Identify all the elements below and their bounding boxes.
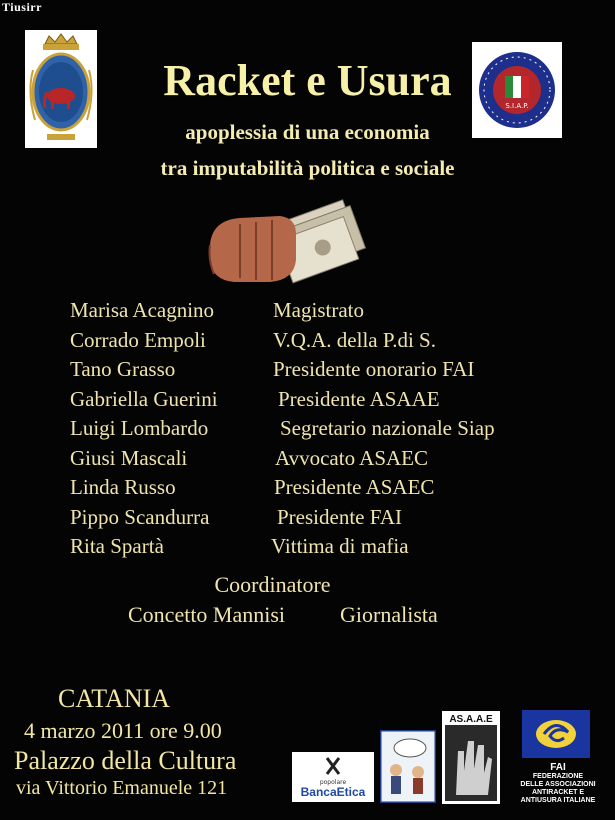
venue-date: 4 marzo 2011 ore 9.00 — [24, 718, 222, 743]
coordinator-name: Concetto Mannisi — [128, 602, 286, 627]
speaker-role: Vittima di mafia — [271, 534, 409, 558]
fai-logo — [522, 710, 590, 758]
speaker-row — [70, 387, 570, 417]
speaker-name: Marisa Acagnino — [70, 298, 215, 322]
speaker-row — [70, 446, 570, 476]
banca-etica-logo — [292, 752, 374, 802]
fai-title: FAI — [550, 762, 566, 773]
speaker-row — [70, 357, 570, 387]
siap-logo-text: S.I.A.P. — [505, 102, 529, 110]
fai-caption — [508, 762, 608, 805]
venue-city: CATANIA — [58, 684, 171, 713]
speaker-row — [70, 505, 570, 535]
speaker-name: Pippo Scandurra — [70, 504, 210, 529]
speaker-role: Segretario nazionale Siap — [280, 416, 495, 440]
speaker-row — [70, 416, 570, 446]
speaker-role: Presidente ASAAE — [278, 386, 440, 411]
speaker-role: Avvocato ASAEC — [275, 445, 429, 470]
speaker-name: Luigi Lombardo — [70, 416, 209, 440]
poster-subtitle-2: tra imputabilità politica e sociale — [160, 156, 455, 180]
speaker-name: Rita Spartà — [70, 534, 164, 558]
poster-subtitle-1: apoplessia di una economia — [185, 120, 430, 144]
fai-line: ANTIRACKET E — [531, 789, 585, 796]
asaae-logo-text: AS.A.A.E — [449, 714, 493, 725]
banca-name-text: BancaEtica — [300, 785, 366, 799]
speaker-role: Magistrato — [273, 298, 364, 322]
speaker-role: Presidente ASAEC — [274, 475, 435, 499]
speaker-role: V.Q.A. della P.di S. — [273, 327, 436, 352]
fai-line: ANTIUSURA ITALIANE — [520, 797, 596, 804]
speaker-role: Presidente onorario FAI — [273, 357, 475, 381]
venue-place: Palazzo della Cultura — [14, 746, 237, 775]
coordinator-label: Coordinatore — [214, 572, 331, 597]
coordinator-role: Giornalista — [340, 602, 438, 627]
banca-small-text: popolare — [319, 779, 347, 786]
poster-title: Racket e Usura — [163, 56, 452, 105]
watermark-text: Tiusirr — [2, 0, 42, 14]
fai-line: FEDERAZIONE — [532, 773, 584, 780]
fist-with-money-image — [200, 190, 370, 295]
speaker-role: Presidente FAI — [277, 504, 403, 529]
speaker-name: Linda Russo — [70, 475, 176, 499]
speaker-row — [70, 298, 570, 328]
comic-illustration-logo — [380, 730, 436, 803]
asaae-logo — [442, 711, 500, 804]
speaker-name: Giusi Mascali — [70, 445, 188, 470]
speaker-row — [70, 534, 570, 564]
speaker-row — [70, 475, 570, 505]
speaker-name: Corrado Empoli — [70, 327, 206, 352]
speakers-list — [70, 298, 570, 564]
speaker-name: Tano Grasso — [70, 357, 176, 381]
speaker-row — [70, 328, 570, 358]
venue-address: via Vittorio Emanuele 121 — [16, 777, 228, 799]
fai-line: DELLE ASSOCIAZIONI — [520, 781, 596, 788]
speaker-name: Gabriella Guerini — [70, 386, 218, 411]
